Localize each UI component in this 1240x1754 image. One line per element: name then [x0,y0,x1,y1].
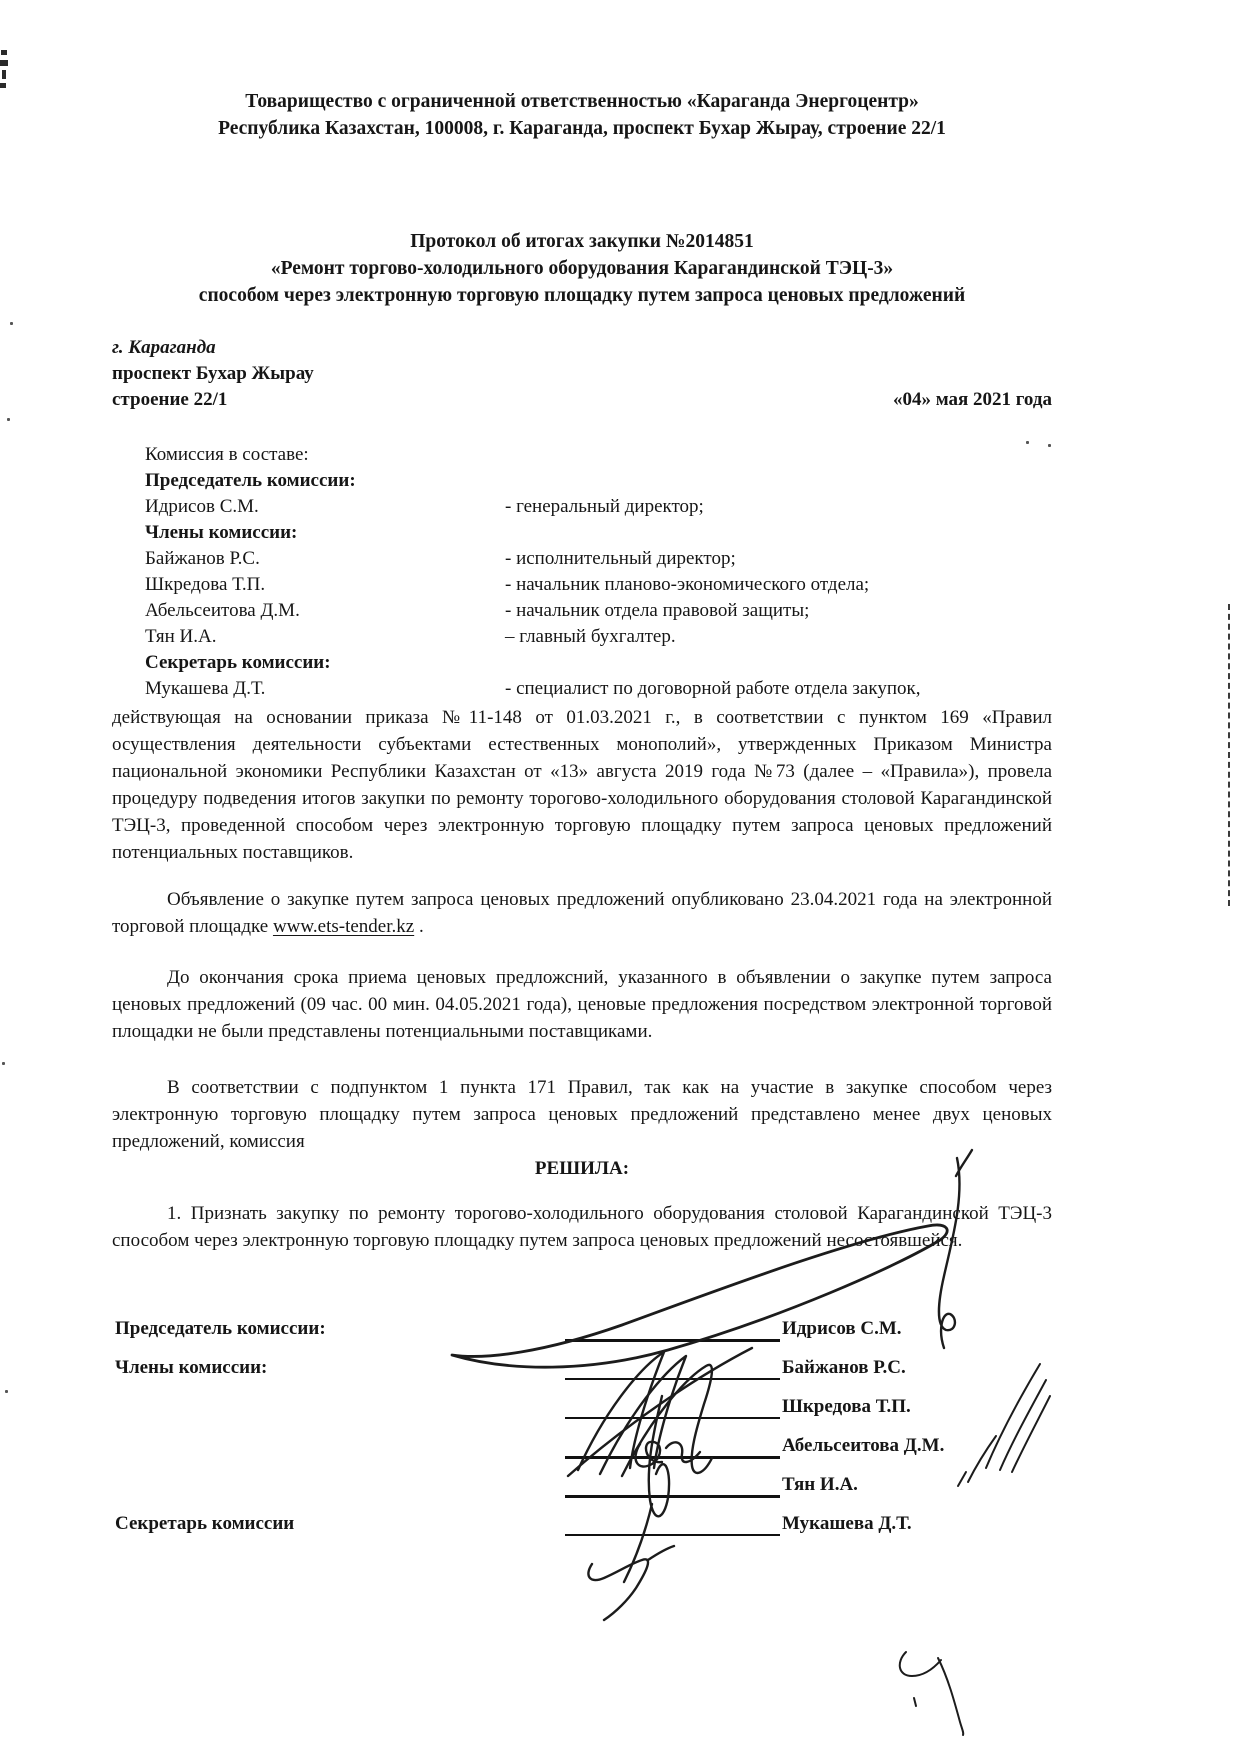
signature-label-members: Члены комиссии: [115,1357,268,1378]
signature-block [112,1315,1052,1549]
commission-members-header: Члены комиссии: [145,522,298,543]
organization-header [112,88,1052,142]
org-name: Товарищество с ограниченной ответственностью «Караганда Энергоцентр» [245,91,919,112]
member-role: - исполнительный директор; [505,548,736,569]
place-date-block [112,335,1052,413]
announcement-tail: . [414,916,424,937]
scan-dot [7,418,10,421]
signature-row-member [112,1393,1052,1432]
member-name: Абельсеитова Д.М. [145,600,300,621]
pen-curl-mark [914,1698,916,1706]
signature-label-chair: Председатель комиссии: [115,1318,326,1339]
title-line-2: «Ремонт торгово-холодильного оборудования Карагандинской ТЭЦ-3» [270,258,894,279]
place-street: проспект Бухар Жырау [112,363,314,384]
scan-dot [1048,444,1051,447]
member-name: Идрисов С.М. [145,496,259,517]
member-name: Шкредова Т.П. [145,574,266,595]
scan-dot [10,322,13,325]
signature-name: Мукашева Д.Т. [782,1513,912,1534]
commission-list [145,442,1052,702]
signature-label-secretary: Секретарь комиссии [115,1513,295,1534]
paragraph-deadline: До окончания срока приема ценовых предложсний, указанного в объявлении о закупке путем запроса ценовых предложений (09 час. 00 мин. 04.05.2021 года), ценовые предложения посредством электронной торговой площадки не были представлены потенциальными поставщиками. [112,967,1052,1042]
commission-row [145,546,1052,572]
scan-dot [1026,441,1029,444]
scan-speck [2,70,6,79]
member-role: - генеральный директор; [505,496,704,517]
signature-name: Идрисов С.М. [782,1318,902,1339]
pen-curl-mark [938,1658,963,1735]
title-line-3: способом через электронную торговую площадку путем запроса ценовых предложений [198,285,966,306]
signature-name: Байжанов Р.С. [782,1357,906,1378]
place-city: г. Караганда [112,337,216,358]
signature-row-chair [112,1315,1052,1354]
pen-curl-mark [900,1652,941,1676]
member-role: - специалист по договорной работе отдела закупок, [505,678,921,699]
place-block [112,335,314,413]
signature-name: Абельсеитова Д.М. [782,1435,945,1456]
resolved-heading: РЕШИЛА: [534,1158,630,1179]
announcement-text: Объявление о закупке путем запроса ценовых предложений опубликовано 23.04.2021 года на электронной торговой площадке [112,889,1052,937]
commission-chair-header: Председатель комиссии: [145,470,356,491]
scan-dot [2,1062,5,1065]
signature-name: Тян И.А. [782,1474,858,1495]
scan-speck [1,50,7,55]
paragraph-basis: действующая на основании приказа №11-148 от 01.03.2021 г., в соответствии с пунктом 169 «Правил осуществления деятельности субъектами естественных монополий», утвержденных Приказом Министра пациональной экономики Республики Казахстан от «13» августа 2019 года №73 (далее – «Правила»), провела процедуру подведения итогов закупки по ремонту торогово-холодильного оборудования столовой Карагандинской ТЭЦ-3, проведенной способом через электронную торговую площадку путем запроса ценовых предложений потенциальных поставщиков. [112,707,1052,863]
scan-speck [0,83,6,88]
commission-row [145,572,1052,598]
paragraph-announcement [112,886,1052,940]
ets-tender-url: www.ets-tender.kz [272,916,415,937]
signature-line [565,1378,780,1380]
member-role: - начальник отдела правовой защиты; [505,600,810,621]
commission-secretary-header: Секретарь комиссии: [145,652,331,673]
commission-intro: Комиссия в составе: [145,444,309,465]
signature-line [565,1417,780,1419]
commission-row [145,494,1052,520]
signature-line [565,1495,780,1498]
signature-row-secretary [112,1510,1052,1549]
signature-row-member [112,1354,1052,1393]
member-role: - начальник планово-экономического отдела; [505,574,870,595]
member-role: – главный бухгалтер. [505,626,676,647]
scan-speck [0,60,8,66]
handwritten-signature-secretary [588,1559,648,1620]
signature-line [565,1339,780,1342]
paragraph-compliance: В соответствии с подпунктом 1 пункта 171 Правил, так как на участие в закупке способом через электронную торговую площадку путем запроса ценовых предложений представлено менее двух ценовых предложений, комиссия [112,1077,1052,1152]
signature-line [565,1534,780,1536]
commission-row [145,598,1052,624]
member-name: Тян И.А. [145,626,217,647]
scan-dot [5,1390,8,1393]
signature-name: Шкредова Т.П. [782,1396,911,1417]
place-building: строение 22/1 [112,389,228,410]
title-line-1: Протокол об итогах закупки №2014851 [410,231,754,252]
signature-row-member [112,1432,1052,1471]
document-title [112,228,1052,309]
member-name: Мукашева Д.Т. [145,678,266,699]
signature-row-member [112,1471,1052,1510]
paragraph-decision: 1. Признать закупку по ремонту торогово-холодильного оборудования столовой Карагандинской ТЭЦ-3 способом через электронную торговую площадку путем запроса ценовых предложений несостоявшейся. [112,1203,1052,1251]
commission-row [145,624,1052,650]
member-name: Байжанов Р.С. [145,548,260,569]
scan-margin-line [1228,604,1230,906]
commission-row [145,676,1052,702]
document-date: «04» мая 2021 года [892,389,1052,410]
org-address: Республика Казахстан, 100008, г. Караганда, проспект Бухар Жырау, строение 22/1 [218,118,946,139]
signature-line [565,1456,780,1459]
